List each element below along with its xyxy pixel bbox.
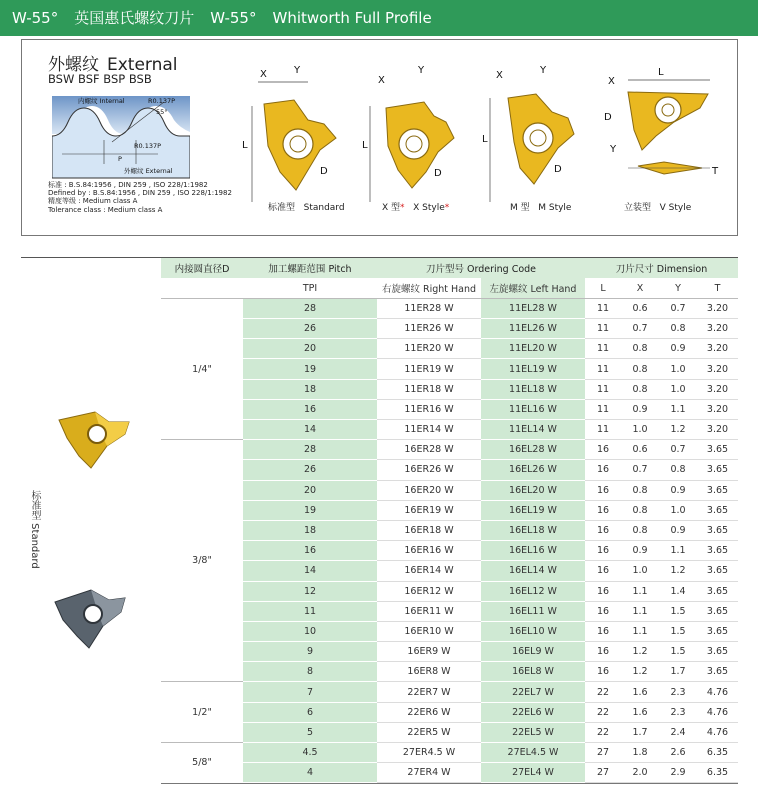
t-cell: 3.65 — [697, 601, 738, 621]
tpi-cell: 16 — [243, 399, 377, 419]
right-hand-code-cell: 11ER28 W — [377, 298, 481, 318]
header-pitch: 加工螺距范围 Pitch — [243, 258, 377, 278]
right-hand-code-cell: 11ER20 W — [377, 339, 481, 359]
dim-d-label: D — [320, 166, 328, 177]
m-style-dim-x-label: X — [496, 70, 503, 81]
tpi-cell: 19 — [243, 359, 377, 379]
left-hand-code-cell: 11EL26 W — [481, 319, 585, 339]
y-cell: 1.5 — [659, 601, 697, 621]
t-cell: 6.35 — [697, 743, 738, 763]
tpi-cell: 26 — [243, 460, 377, 480]
table-row — [161, 541, 738, 561]
x-cell: 0.7 — [621, 460, 659, 480]
table-row — [161, 763, 738, 783]
tpi-cell: 14 — [243, 561, 377, 581]
y-cell: 1.4 — [659, 581, 697, 601]
left-hand-code-cell: 11EL16 W — [481, 399, 585, 419]
l-cell: 22 — [585, 682, 621, 702]
right-hand-code-cell: 22ER5 W — [377, 722, 481, 742]
right-hand-code-cell: 16ER19 W — [377, 500, 481, 520]
table-row — [161, 319, 738, 339]
table-row — [161, 379, 738, 399]
header-right-hand: 右旋螺纹 Right Hand — [377, 278, 481, 298]
t-cell: 3.20 — [697, 319, 738, 339]
table-row — [161, 500, 738, 520]
standard-insert-drawing — [238, 62, 358, 202]
x-style-caption-mark: * — [400, 203, 405, 213]
table-bottom-rule — [161, 783, 738, 784]
x-cell: 1.2 — [621, 662, 659, 682]
right-hand-code-cell: 16ER20 W — [377, 480, 481, 500]
v-style-caption — [624, 200, 691, 213]
spec-table — [161, 258, 738, 783]
header-t: T — [697, 278, 738, 298]
table-header-row-2 — [161, 278, 738, 298]
table-row — [161, 339, 738, 359]
left-hand-code-cell: 22EL5 W — [481, 722, 585, 742]
tpi-cell: 19 — [243, 500, 377, 520]
table-row — [161, 520, 738, 540]
standards-line-1: 标准 : B.S.84:1956 , DIN 259 , ISO 228/1:1982 — [48, 181, 208, 189]
v-style-dim-l-label: L — [658, 67, 664, 78]
x-cell: 1.1 — [621, 601, 659, 621]
table-row — [161, 601, 738, 621]
v-style-caption-cn: 立装型 — [624, 203, 652, 213]
dim-x-label: X — [260, 69, 267, 80]
spec-table-body — [161, 298, 738, 783]
x-cell: 1.8 — [621, 743, 659, 763]
tpi-cell: 20 — [243, 339, 377, 359]
right-hand-code-cell: 16ER16 W — [377, 541, 481, 561]
tpi-cell: 16 — [243, 541, 377, 561]
table-row — [161, 581, 738, 601]
thread-info-panel — [21, 39, 738, 236]
v-style-insert-drawing — [598, 62, 728, 192]
right-hand-code-cell: 16ER26 W — [377, 460, 481, 480]
right-hand-code-cell: 11ER18 W — [377, 379, 481, 399]
y-cell: 1.2 — [659, 420, 697, 440]
table-row — [161, 460, 738, 480]
l-cell: 11 — [585, 399, 621, 419]
l-cell: 22 — [585, 722, 621, 742]
x-cell: 2.0 — [621, 763, 659, 783]
y-cell: 0.9 — [659, 480, 697, 500]
right-hand-code-cell: 16ER10 W — [377, 621, 481, 641]
t-cell: 4.76 — [697, 722, 738, 742]
t-cell: 3.65 — [697, 460, 738, 480]
x-style-caption-cn: X 型 — [382, 203, 401, 213]
y-cell: 2.9 — [659, 763, 697, 783]
left-hand-code-cell: 27EL4 W — [481, 763, 585, 783]
title-part-4: Whitworth Full Profile — [272, 9, 432, 27]
table-row — [161, 359, 738, 379]
header-dia-blank — [161, 278, 243, 298]
x-cell: 1.1 — [621, 581, 659, 601]
tpi-cell: 18 — [243, 520, 377, 540]
tpi-cell: 18 — [243, 379, 377, 399]
profile-external-label: 外螺纹 External — [124, 167, 173, 175]
l-cell: 16 — [585, 440, 621, 460]
t-cell: 4.76 — [697, 702, 738, 722]
external-cn: 外螺纹 — [48, 55, 99, 75]
left-hand-code-cell: 16EL20 W — [481, 480, 585, 500]
x-cell: 1.2 — [621, 642, 659, 662]
t-cell: 3.65 — [697, 520, 738, 540]
profile-r1-label: R0.137P — [148, 97, 176, 105]
title-part-2: 英国惠氏螺纹刀片 — [74, 9, 195, 27]
x-cell: 1.0 — [621, 420, 659, 440]
tpi-cell: 28 — [243, 298, 377, 318]
m-style-caption — [510, 200, 571, 213]
tpi-cell: 10 — [243, 621, 377, 641]
left-hand-code-cell: 16EL26 W — [481, 460, 585, 480]
left-hand-code-cell: 16EL11 W — [481, 601, 585, 621]
y-cell: 0.7 — [659, 440, 697, 460]
table-row — [161, 722, 738, 742]
right-hand-code-cell: 27ER4.5 W — [377, 743, 481, 763]
right-hand-code-cell: 16ER9 W — [377, 642, 481, 662]
right-hand-code-cell: 11ER16 W — [377, 399, 481, 419]
m-style-caption-cn: M 型 — [510, 203, 530, 213]
l-cell: 22 — [585, 702, 621, 722]
v-style-dim-d-label: D — [604, 112, 612, 123]
y-cell: 1.5 — [659, 621, 697, 641]
v-style-dim-x-label: X — [608, 76, 615, 87]
standards-line-4: Tolerance class : Medium class A — [48, 205, 163, 214]
l-cell: 27 — [585, 763, 621, 783]
t-cell: 3.20 — [697, 298, 738, 318]
left-hand-code-cell: 16EL10 W — [481, 621, 585, 641]
left-hand-code-cell: 27EL4.5 W — [481, 743, 585, 763]
t-cell: 3.20 — [697, 339, 738, 359]
left-hand-code-cell: 22EL6 W — [481, 702, 585, 722]
t-cell: 3.20 — [697, 359, 738, 379]
right-hand-code-cell: 27ER4 W — [377, 763, 481, 783]
gold-insert-photo — [55, 408, 133, 472]
left-hand-code-cell: 11EL14 W — [481, 420, 585, 440]
y-cell: 1.1 — [659, 399, 697, 419]
l-cell: 16 — [585, 581, 621, 601]
t-cell: 3.65 — [697, 581, 738, 601]
standard-caption — [268, 200, 345, 213]
tpi-cell: 26 — [243, 319, 377, 339]
dim-l-label: L — [242, 140, 248, 151]
left-hand-code-cell: 11EL28 W — [481, 298, 585, 318]
t-cell: 3.65 — [697, 561, 738, 581]
l-cell: 16 — [585, 642, 621, 662]
table-row — [161, 642, 738, 662]
header-x: X — [621, 278, 659, 298]
header-y: Y — [659, 278, 697, 298]
x-style-dim-x-label: X — [378, 75, 385, 86]
x-cell: 0.9 — [621, 541, 659, 561]
left-hand-code-cell: 16EL16 W — [481, 541, 585, 561]
gray-insert-photo — [49, 586, 129, 652]
thread-standards: BSW BSF BSP BSB — [48, 72, 152, 86]
standard-caption-cn: 标准型 — [268, 203, 296, 213]
l-cell: 16 — [585, 460, 621, 480]
tpi-cell: 4 — [243, 763, 377, 783]
tpi-cell: 9 — [243, 642, 377, 662]
t-cell: 3.20 — [697, 379, 738, 399]
table-row — [161, 480, 738, 500]
y-cell: 2.4 — [659, 722, 697, 742]
x-cell: 0.7 — [621, 319, 659, 339]
x-cell: 1.6 — [621, 702, 659, 722]
table-row — [161, 561, 738, 581]
insert-photo-panel — [21, 258, 161, 784]
inscribed-diameter-cell: 5/8" — [161, 743, 243, 783]
standards-line-2: Defined by : B.S.84:1956 , DIN 259 , ISO 228/1:1982 — [48, 189, 232, 198]
table-row — [161, 621, 738, 641]
left-hand-code-cell: 16EL8 W — [481, 662, 585, 682]
l-cell: 16 — [585, 601, 621, 621]
right-hand-code-cell: 16ER11 W — [377, 601, 481, 621]
y-cell: 0.9 — [659, 339, 697, 359]
l-cell: 11 — [585, 359, 621, 379]
inscribed-diameter-cell: 3/8" — [161, 440, 243, 682]
header-tpi: TPI — [243, 278, 377, 298]
left-hand-code-cell: 16EL14 W — [481, 561, 585, 581]
y-cell: 1.0 — [659, 359, 697, 379]
profile-r2-label: R0.137P — [134, 142, 162, 150]
table-row — [161, 399, 738, 419]
header-dia: 内接圆直径D — [161, 258, 243, 278]
tpi-cell: 4.5 — [243, 743, 377, 763]
right-hand-code-cell: 16ER18 W — [377, 520, 481, 540]
l-cell: 11 — [585, 298, 621, 318]
l-cell: 16 — [585, 500, 621, 520]
x-cell: 1.0 — [621, 561, 659, 581]
l-cell: 16 — [585, 621, 621, 641]
external-en: External — [107, 55, 178, 75]
header-dimension: 刀片尺寸 Dimension — [585, 258, 738, 278]
left-hand-code-cell: 16EL28 W — [481, 440, 585, 460]
x-cell: 0.8 — [621, 339, 659, 359]
t-cell: 3.20 — [697, 420, 738, 440]
left-hand-code-cell: 16EL9 W — [481, 642, 585, 662]
x-style-caption-mark-2: * — [444, 203, 450, 213]
left-hand-code-cell: 11EL20 W — [481, 339, 585, 359]
x-style-caption-en: X Style — [413, 203, 445, 213]
tpi-cell: 11 — [243, 601, 377, 621]
x-cell: 0.8 — [621, 500, 659, 520]
left-hand-code-cell: 16EL19 W — [481, 500, 585, 520]
right-hand-code-cell: 11ER19 W — [377, 359, 481, 379]
left-hand-code-cell: 11EL18 W — [481, 379, 585, 399]
v-style-dim-t-label: T — [712, 166, 719, 177]
y-cell: 1.0 — [659, 379, 697, 399]
profile-internal-label: 内螺纹 Internal — [78, 97, 125, 105]
t-cell: 3.65 — [697, 500, 738, 520]
right-hand-code-cell: 11ER26 W — [377, 319, 481, 339]
x-cell: 0.6 — [621, 440, 659, 460]
y-cell: 0.9 — [659, 520, 697, 540]
y-cell: 1.2 — [659, 561, 697, 581]
right-hand-code-cell: 16ER14 W — [377, 561, 481, 581]
y-cell: 1.0 — [659, 500, 697, 520]
table-row — [161, 682, 738, 702]
table-row — [161, 420, 738, 440]
tpi-cell: 5 — [243, 722, 377, 742]
x-cell: 0.8 — [621, 379, 659, 399]
table-header-row-1 — [161, 258, 738, 278]
x-cell: 0.8 — [621, 520, 659, 540]
tpi-cell: 14 — [243, 420, 377, 440]
right-hand-code-cell: 11ER14 W — [377, 420, 481, 440]
y-cell: 2.3 — [659, 702, 697, 722]
v-style-caption-en: V Style — [659, 203, 692, 213]
m-style-dim-d-label: D — [554, 164, 562, 175]
l-cell: 16 — [585, 561, 621, 581]
l-cell: 27 — [585, 743, 621, 763]
left-hand-code-cell: 16EL12 W — [481, 581, 585, 601]
right-hand-code-cell: 22ER7 W — [377, 682, 481, 702]
left-hand-code-cell: 22EL7 W — [481, 682, 585, 702]
standard-side-label: 标准型 Standard — [29, 490, 40, 569]
tpi-cell: 8 — [243, 662, 377, 682]
title-part-3: W-55° — [210, 9, 257, 27]
x-style-caption — [382, 200, 449, 213]
y-cell: 0.8 — [659, 319, 697, 339]
y-cell: 1.5 — [659, 642, 697, 662]
l-cell: 11 — [585, 339, 621, 359]
left-hand-code-cell: 16EL18 W — [481, 520, 585, 540]
m-style-caption-en: M Style — [538, 203, 572, 213]
standards-line-3: 精度等级 : Medium class A — [48, 197, 138, 206]
t-cell: 4.76 — [697, 682, 738, 702]
right-hand-code-cell: 16ER28 W — [377, 440, 481, 460]
header-l: L — [585, 278, 621, 298]
table-row — [161, 702, 738, 722]
tpi-cell: 12 — [243, 581, 377, 601]
m-style-dim-y-label: Y — [540, 65, 547, 76]
standard-caption-en: Standard — [303, 203, 345, 213]
x-cell: 0.8 — [621, 480, 659, 500]
t-cell: 3.65 — [697, 621, 738, 641]
x-style-dim-d-label: D — [434, 168, 442, 179]
l-cell: 16 — [585, 541, 621, 561]
y-cell: 2.3 — [659, 682, 697, 702]
l-cell: 11 — [585, 319, 621, 339]
l-cell: 16 — [585, 520, 621, 540]
page-title-bar — [0, 0, 758, 36]
l-cell: 16 — [585, 480, 621, 500]
inscribed-diameter-cell: 1/4" — [161, 298, 243, 439]
inscribed-diameter-cell: 1/2" — [161, 682, 243, 743]
x-style-dim-l-label: L — [362, 140, 368, 151]
l-cell: 11 — [585, 379, 621, 399]
dim-y-label: Y — [294, 65, 301, 76]
table-row — [161, 743, 738, 763]
m-style-insert-drawing — [478, 62, 588, 202]
table-row — [161, 440, 738, 460]
t-cell: 3.65 — [697, 440, 738, 460]
l-cell: 16 — [585, 662, 621, 682]
x-cell: 0.9 — [621, 399, 659, 419]
x-cell: 0.8 — [621, 359, 659, 379]
left-hand-code-cell: 11EL19 W — [481, 359, 585, 379]
t-cell: 3.65 — [697, 642, 738, 662]
tpi-cell: 28 — [243, 440, 377, 460]
tpi-cell: 6 — [243, 702, 377, 722]
right-hand-code-cell: 16ER8 W — [377, 662, 481, 682]
tpi-cell: 7 — [243, 682, 377, 702]
tpi-cell: 20 — [243, 480, 377, 500]
x-cell: 0.6 — [621, 298, 659, 318]
x-style-insert-drawing — [358, 62, 468, 202]
profile-angle-label: 55° — [156, 108, 168, 116]
header-left-hand: 左旋螺纹 Left Hand — [481, 278, 585, 298]
y-cell: 0.8 — [659, 460, 697, 480]
t-cell: 3.20 — [697, 399, 738, 419]
right-hand-code-cell: 22ER6 W — [377, 702, 481, 722]
x-cell: 1.6 — [621, 682, 659, 702]
y-cell: 1.1 — [659, 541, 697, 561]
t-cell: 6.35 — [697, 763, 738, 783]
y-cell: 0.7 — [659, 298, 697, 318]
table-row — [161, 298, 738, 318]
x-cell: 1.1 — [621, 621, 659, 641]
t-cell: 3.65 — [697, 541, 738, 561]
profile-p-label: P — [118, 155, 122, 163]
x-style-dim-y-label: Y — [418, 65, 425, 76]
x-cell: 1.7 — [621, 722, 659, 742]
t-cell: 3.65 — [697, 480, 738, 500]
title-part-1: W-55° — [12, 9, 59, 27]
m-style-dim-l-label: L — [482, 134, 488, 145]
l-cell: 11 — [585, 420, 621, 440]
t-cell: 3.65 — [697, 662, 738, 682]
header-ordering: 刀片型号 Ordering Code — [377, 258, 585, 278]
standards-text — [48, 181, 232, 214]
v-style-dim-y-label: Y — [610, 144, 617, 155]
y-cell: 1.7 — [659, 662, 697, 682]
table-row — [161, 662, 738, 682]
y-cell: 2.6 — [659, 743, 697, 763]
right-hand-code-cell: 16ER12 W — [377, 581, 481, 601]
thread-profile-diagram — [52, 92, 190, 180]
